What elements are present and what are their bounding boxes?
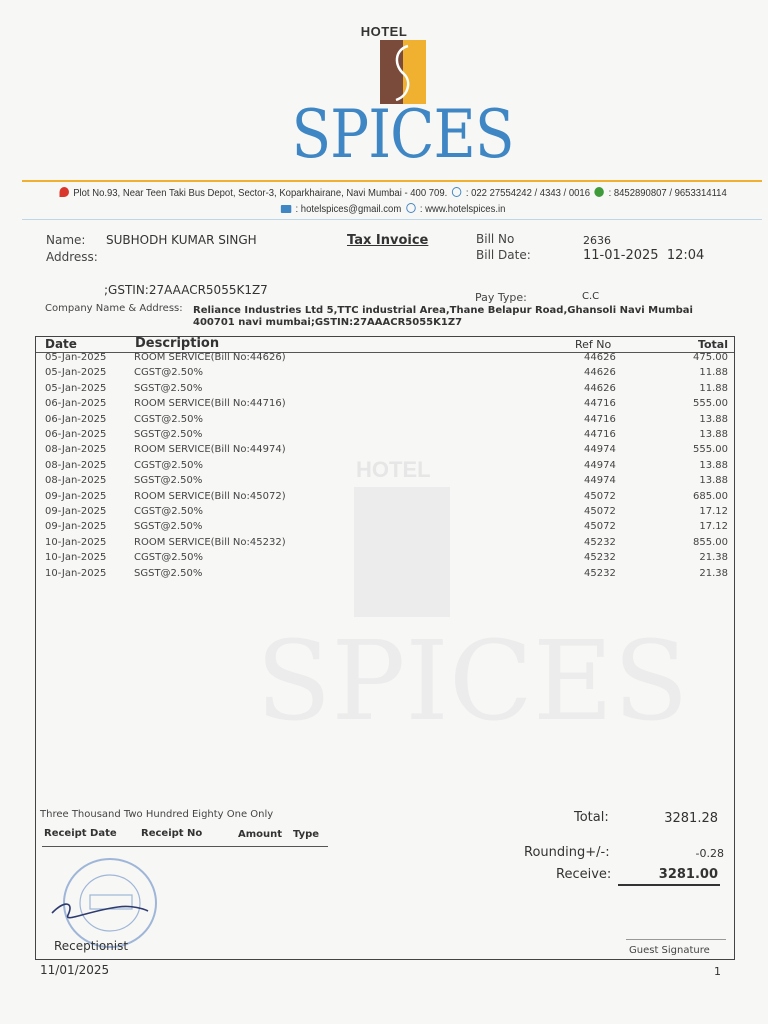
row-ref-no: 44626 <box>584 367 616 379</box>
hotel-mobile: : 8452890807 / 9653314114 <box>608 188 727 199</box>
row-total: 555.00 <box>693 444 728 456</box>
receipt-no-header: Receipt No <box>141 828 203 839</box>
row-total: 13.88 <box>699 475 728 487</box>
contact-line-1 <box>41 187 744 199</box>
row-total: 21.38 <box>699 552 728 564</box>
header-date: Date <box>45 337 77 351</box>
total-label: Total: <box>574 810 609 825</box>
header-total: Total <box>697 338 728 351</box>
row-total: 17.12 <box>699 521 728 533</box>
hotel-phone: : 022 27554242 / 4343 / 0016 <box>465 188 590 199</box>
row-ref-no: 45072 <box>584 506 616 517</box>
table-header <box>36 337 734 353</box>
amount-in-words: Three Thousand Two Hundred Eighty One Only <box>40 809 274 820</box>
row-date: 05-Jan-2025 <box>45 367 107 379</box>
page-number: 1 <box>714 965 721 978</box>
row-ref-no: 44626 <box>584 382 616 394</box>
guest-signature-line <box>626 939 726 940</box>
row-description: ROOM SERVICE(Bill No:44974) <box>134 444 286 456</box>
logo-wordmark: SPICES <box>291 94 514 174</box>
pay-type: C.C <box>582 291 600 302</box>
receive-box <box>618 865 720 886</box>
row-date: 06-Jan-2025 <box>45 429 107 440</box>
row-description: SGST@2.50% <box>134 429 203 440</box>
row-description: CGST@2.50% <box>134 413 203 425</box>
row-ref-no: 44626 <box>584 352 616 363</box>
contact-line-2 <box>41 203 744 215</box>
globe-icon <box>406 203 416 213</box>
hotel-email[interactable]: : hotelspices@gmail.com <box>295 204 402 215</box>
row-total: 13.88 <box>699 429 728 440</box>
rounding-amount: -0.28 <box>695 847 724 860</box>
receive-amount: 3281.00 <box>658 867 718 882</box>
bill-date: 11-01-2025 12:04 <box>583 248 705 263</box>
address-label: Address: <box>46 250 98 264</box>
header-ref-no: Ref No <box>575 338 612 351</box>
row-ref-no: 44716 <box>584 429 616 440</box>
row-description: CGST@2.50% <box>134 367 203 379</box>
row-date: 06-Jan-2025 <box>45 413 107 425</box>
name-label: Name: <box>46 233 86 247</box>
row-description: ROOM SERVICE(Bill No:44716) <box>134 398 286 410</box>
amount-header: Amount <box>238 829 283 840</box>
row-date: 06-Jan-2025 <box>45 398 107 410</box>
table-row <box>36 398 736 413</box>
hotel-address: Plot No.93, Near Teen Taki Bus Depot, Sector-3, Koparkhairane, Navi Mumbai - 400 709. <box>73 188 448 199</box>
row-date: 09-Jan-2025 <box>45 490 107 502</box>
row-date: 09-Jan-2025 <box>45 521 107 533</box>
row-total: 11.88 <box>699 382 728 394</box>
receive-label: Receive: <box>556 867 612 882</box>
watermark-wordmark: SPICES <box>256 617 689 745</box>
table-row <box>36 383 736 398</box>
row-total: 855.00 <box>693 536 728 548</box>
row-description: CGST@2.50% <box>134 552 203 564</box>
table-row <box>36 352 736 367</box>
row-total: 685.00 <box>693 490 728 502</box>
row-date: 08-Jan-2025 <box>45 475 107 487</box>
table-row <box>36 429 736 444</box>
company-label: Company Name & Address: <box>45 303 183 314</box>
watermark-hotel-text: HOTEL <box>356 457 431 482</box>
company-line-2: 400701 navi mumbai;GSTIN:27AAACR5055K1Z7 <box>193 317 463 328</box>
row-date: 08-Jan-2025 <box>45 444 107 456</box>
document-title: Tax Invoice <box>347 233 429 248</box>
row-description: CGST@2.50% <box>134 506 203 517</box>
row-ref-no: 45072 <box>584 490 616 502</box>
customer-gstin: ;GSTIN:27AAACR5055K1Z7 <box>104 283 268 297</box>
row-total: 13.88 <box>699 413 728 425</box>
row-description: ROOM SERVICE(Bill No:44626) <box>134 352 286 363</box>
location-pin-icon <box>59 187 69 197</box>
row-ref-no: 45232 <box>584 567 616 579</box>
whatsapp-icon <box>595 187 605 197</box>
print-date: 11/01/2025 <box>40 963 110 977</box>
table-row <box>36 367 736 382</box>
bill-date-label: Bill Date: <box>476 248 531 262</box>
row-total: 555.00 <box>693 398 728 410</box>
row-total: 475.00 <box>693 352 728 363</box>
row-date: 08-Jan-2025 <box>45 459 107 471</box>
row-total: 11.88 <box>699 367 728 379</box>
hotel-website[interactable]: : www.hotelspices.in <box>419 204 506 215</box>
row-date: 10-Jan-2025 <box>45 567 107 579</box>
row-date: 09-Jan-2025 <box>45 506 107 517</box>
row-ref-no: 45072 <box>584 521 616 533</box>
header-description: Description <box>135 336 220 351</box>
watermark-logo-mark <box>354 487 450 617</box>
row-ref-no: 45232 <box>584 536 616 548</box>
row-description: SGST@2.50% <box>134 567 203 579</box>
type-header: Type <box>293 829 320 840</box>
row-total: 13.88 <box>699 459 728 471</box>
rounding-label: Rounding+/-: <box>524 845 610 860</box>
pay-type-label: Pay Type: <box>475 291 527 304</box>
receptionist-label: Receptionist <box>54 939 129 953</box>
receipt-date-header: Receipt Date <box>44 828 117 839</box>
table-row <box>36 414 736 429</box>
row-ref-no: 44716 <box>584 398 616 410</box>
guest-signature-label: Guest Signature <box>629 945 710 956</box>
row-description: ROOM SERVICE(Bill No:45072) <box>134 490 286 502</box>
row-ref-no: 44974 <box>584 444 616 456</box>
row-ref-no: 45232 <box>584 552 616 564</box>
row-date: 10-Jan-2025 <box>45 536 107 548</box>
logo-hotel-text: HOTEL <box>360 24 408 39</box>
row-description: SGST@2.50% <box>134 382 203 394</box>
header-divider-top <box>22 180 762 182</box>
customer-name: SUBHODH KUMAR SINGH <box>106 233 257 247</box>
row-description: ROOM SERVICE(Bill No:45232) <box>134 536 286 548</box>
row-ref-no: 44974 <box>584 475 616 487</box>
email-icon <box>281 205 291 213</box>
row-ref-no: 44974 <box>584 459 616 471</box>
bill-no-label: Bill No <box>476 232 515 246</box>
row-description: CGST@2.50% <box>134 459 203 471</box>
row-date: 05-Jan-2025 <box>45 352 107 363</box>
total-amount: 3281.28 <box>664 811 718 826</box>
receipt-header <box>42 828 328 847</box>
row-total: 21.38 <box>699 567 728 579</box>
row-ref-no: 44716 <box>584 413 616 425</box>
row-date: 10-Jan-2025 <box>45 552 107 564</box>
phone-icon <box>452 187 462 197</box>
row-description: SGST@2.50% <box>134 475 203 487</box>
row-total: 17.12 <box>699 506 728 517</box>
company-line-1: Reliance Industries Ltd 5,TTC industrial Area,Thane Belapur Road,Ghansoli Navi Mumbai <box>193 305 693 316</box>
invoice-table <box>35 336 735 960</box>
row-description: SGST@2.50% <box>134 521 203 533</box>
header-divider-bottom <box>22 219 762 220</box>
bill-no: 2636 <box>583 234 611 247</box>
row-date: 05-Jan-2025 <box>45 382 107 394</box>
